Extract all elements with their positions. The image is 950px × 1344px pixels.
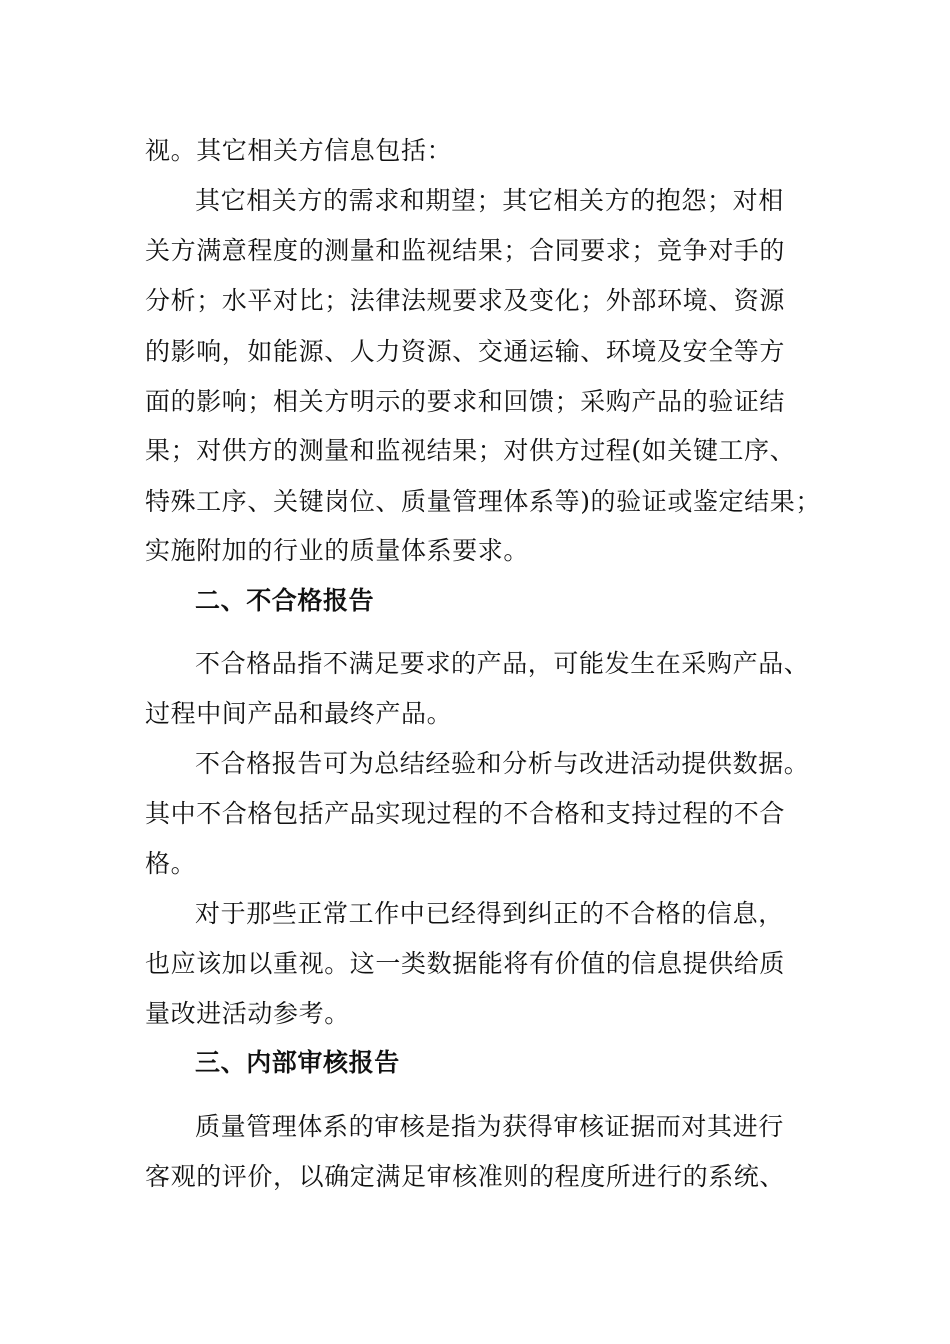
text-line: 视。其它相关方信息包括：	[145, 136, 453, 165]
text-line: 质量管理体系的审核是指为获得审核证据而对其进行	[195, 1112, 784, 1141]
section-heading: 二、不合格报告	[195, 586, 375, 615]
text-line: 果；对供方的测量和监视结果；对供方过程(如关键工序、	[145, 436, 796, 465]
text-line: 格。	[145, 849, 197, 878]
text-line: 对于那些正常工作中已经得到纠正的不合格的信息，	[195, 899, 784, 928]
text-line: 分析；水平对比；法律法规要求及变化；外部环境、资源	[145, 286, 786, 315]
text-line: 也应该加以重视。这一类数据能将有价值的信息提供给质	[145, 949, 786, 978]
text-line: 特殊工序、关键岗位、质量管理体系等)的验证或鉴定结果；	[145, 487, 821, 516]
text-line: 的影响，如能源、人力资源、交通运输、环境及安全等方	[145, 337, 786, 366]
text-line: 关方满意程度的测量和监视结果；合同要求；竞争对手的	[145, 236, 786, 265]
text-line: 实施附加的行业的质量体系要求。	[145, 536, 530, 565]
text-line: 其它相关方的需求和期望；其它相关方的抱怨；对相	[195, 186, 784, 215]
text-line: 不合格品指不满足要求的产品，可能发生在采购产品、	[195, 649, 810, 678]
section-heading: 三、内部审核报告	[195, 1048, 400, 1077]
text-line: 客观的评价，以确定满足审核准则的程度所进行的系统、	[145, 1162, 786, 1191]
text-line: 其中不合格包括产品实现过程的不合格和支持过程的不合	[145, 799, 786, 828]
text-line: 过程中间产品和最终产品。	[145, 699, 453, 728]
text-line: 不合格报告可为总结经验和分析与改进活动提供数据。	[195, 749, 810, 778]
text-line: 面的影响；相关方明示的要求和回馈；采购产品的验证结	[145, 387, 786, 416]
text-line: 量改进活动参考。	[145, 999, 350, 1028]
